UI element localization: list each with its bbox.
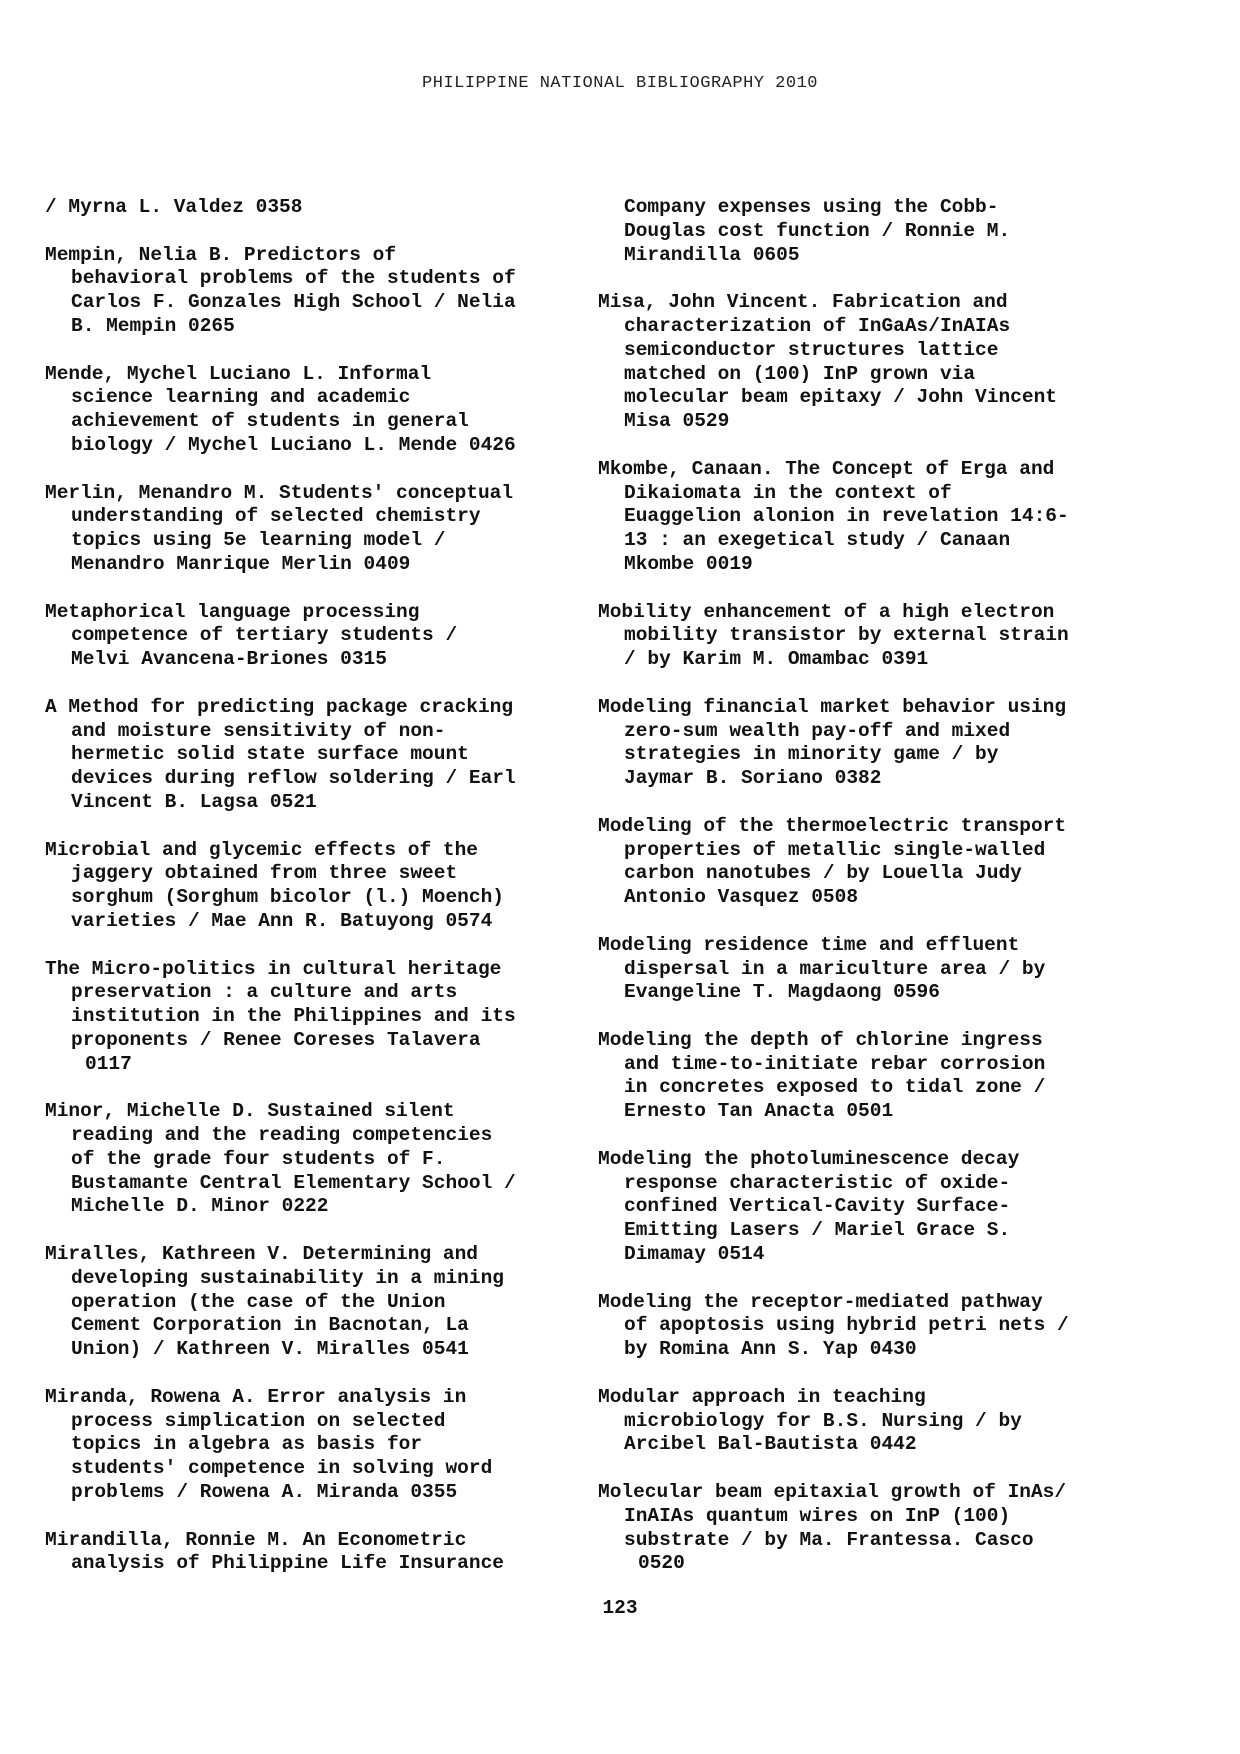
- entry-text: / Myrna L. Valdez 0358: [45, 196, 303, 218]
- bibliography-entry: [45, 1386, 565, 1505]
- entry-text: Mkombe, Canaan. The Concept of Erga and Dikaiomata in the context of Euaggelion alonion in revelation 14:6- 13 : an exegetical study / Canaan Mkombe 0019: [598, 457, 1069, 575]
- entry-text: Modular approach in teaching microbiology for B.S. Nursing / by Arcibel Bal-Bautista 0442: [598, 1385, 1022, 1456]
- entry-text: Mempin, Nelia B. Predictors of behavioral problems of the students of Carlos F. Gonzales High School / Nelia B. Mempin 0265: [45, 243, 516, 337]
- running-header: PHILIPPINE NATIONAL BIBLIOGRAPHY 2010: [422, 74, 818, 93]
- entry-text: Modeling residence time and effluent dispersal in a mariculture area / by Evangeline T. Magdaong 0596: [598, 933, 1046, 1004]
- bibliography-entry: [45, 1100, 565, 1219]
- bibliography-entry: [598, 601, 1118, 672]
- left-column: [45, 196, 565, 1600]
- entry-text: Miralles, Kathreen V. Determining and developing sustainability in a mining operation (the case of the Union Cement Corporation in Bacnotan, La Union) / Kathreen V. Miralles 0541: [45, 1243, 504, 1361]
- entry-record-number: 0117: [85, 1052, 132, 1075]
- entry-text: Microbial and glycemic effects of the jaggery obtained from three sweet sorghum (Sorghum bicolor (l.) Moench) varieties / Mae Ann R. Batuyong 0574: [45, 838, 504, 932]
- entry-text: Minor, Michelle D. Sustained silent reading and the reading competencies of the grade four students of F. Bustamante Central Elementary School / Michelle D. Minor 0222: [45, 1100, 516, 1218]
- entry-text: Modeling the photoluminescence decay response characteristic of oxide- confined Vertical-Cavity Surface- Emitting Lasers / Mariel Grace S. Dimamay 0514: [598, 1147, 1020, 1266]
- entry-record-number: 0520: [638, 1552, 685, 1575]
- entry-text: Mobility enhancement of a high electron mobility transistor by external strain / by Karim M. Omambac 0391: [598, 600, 1069, 671]
- bibliography-entry: [598, 1029, 1118, 1124]
- bibliography-entry: [45, 196, 565, 220]
- entry-text: Modeling of the thermoelectric transport properties of metallic single-walled carbon nanotubes / by Louella Judy Antonio Vasquez 0508: [598, 814, 1067, 909]
- bibliography-entry: [598, 934, 1118, 1005]
- entry-text: Company expenses using the Cobb- Douglas cost function / Ronnie M. Mirandilla 0605: [624, 196, 1011, 266]
- entry-text: Merlin, Menandro M. Students' conceptual understanding of selected chemistry topics using 5e learning model / Menandro Manrique Merlin 0409: [45, 481, 514, 575]
- bibliography-entry: [45, 958, 565, 1077]
- bibliography-entry: [45, 1243, 565, 1362]
- bibliography-entry: [598, 196, 1118, 267]
- entry-text: The Micro-politics in cultural heritage preservation : a culture and arts institution in the Philippines and its proponents / Renee Coreses Talavera: [45, 957, 516, 1051]
- entry-text: Molecular beam epitaxial growth of InAs/ InAIAs quantum wires on InP (100) substrate / by Ma. Frantessa. Casco: [598, 1481, 1067, 1551]
- bibliography-entry: [598, 291, 1118, 434]
- bibliography-entry: [45, 1529, 565, 1577]
- bibliography-entry: [598, 1148, 1118, 1267]
- entry-text: Miranda, Rowena A. Error analysis in process simplication on selected topics in algebra as basis for students' competence in solving word problems / Rowena A. Miranda 0355: [45, 1385, 493, 1504]
- bibliography-entry: [598, 1291, 1118, 1362]
- page-number: 123: [602, 1597, 638, 1619]
- bibliography-entry: [45, 696, 565, 815]
- bibliography-entry: [45, 482, 565, 577]
- entry-text: A Method for predicting package cracking and moisture sensitivity of non- hermetic solid state surface mount devices during reflow soldering / Earl Vincent B. Lagsa 0521: [45, 695, 516, 813]
- bibliography-entry: [598, 696, 1118, 791]
- bibliography-entry: [45, 244, 565, 339]
- bibliography-entry: [598, 1386, 1118, 1457]
- entry-text: Modeling the depth of chlorine ingress and time-to-initiate rebar corrosion in concretes exposed to tidal zone / Ernesto Tan Anacta 0501: [598, 1028, 1046, 1123]
- bibliography-entry: [598, 1481, 1118, 1576]
- entry-text: Modeling the receptor-mediated pathway of apoptosis using hybrid petri nets / by Romina Ann S. Yap 0430: [598, 1290, 1069, 1361]
- bibliography-entry: [598, 815, 1118, 910]
- entry-text: Mende, Mychel Luciano L. Informal science learning and academic achievement of students in general biology / Mychel Luciano L. Mende 0426: [45, 362, 516, 456]
- right-column: [598, 196, 1118, 1600]
- entry-text: Mirandilla, Ronnie M. An Econometric analysis of Philippine Life Insurance: [45, 1528, 504, 1575]
- entry-text: Metaphorical language processing competence of tertiary students / Melvi Avancena-Briones 0315: [45, 600, 458, 671]
- bibliography-entry: [598, 458, 1118, 577]
- entry-text: Modeling financial market behavior using zero-sum wealth pay-off and mixed strategies in minority game / by Jaymar B. Soriano 0382: [598, 695, 1067, 790]
- bibliography-entry: [45, 363, 565, 458]
- bibliography-entry: [45, 839, 565, 934]
- entry-text: Misa, John Vincent. Fabrication and characterization of InGaAs/InAIAs semiconductor structures lattice matched on (100) InP grown via molecular beam epitaxy / John Vincent Misa 0529: [598, 291, 1057, 433]
- bibliography-entry: [45, 601, 565, 672]
